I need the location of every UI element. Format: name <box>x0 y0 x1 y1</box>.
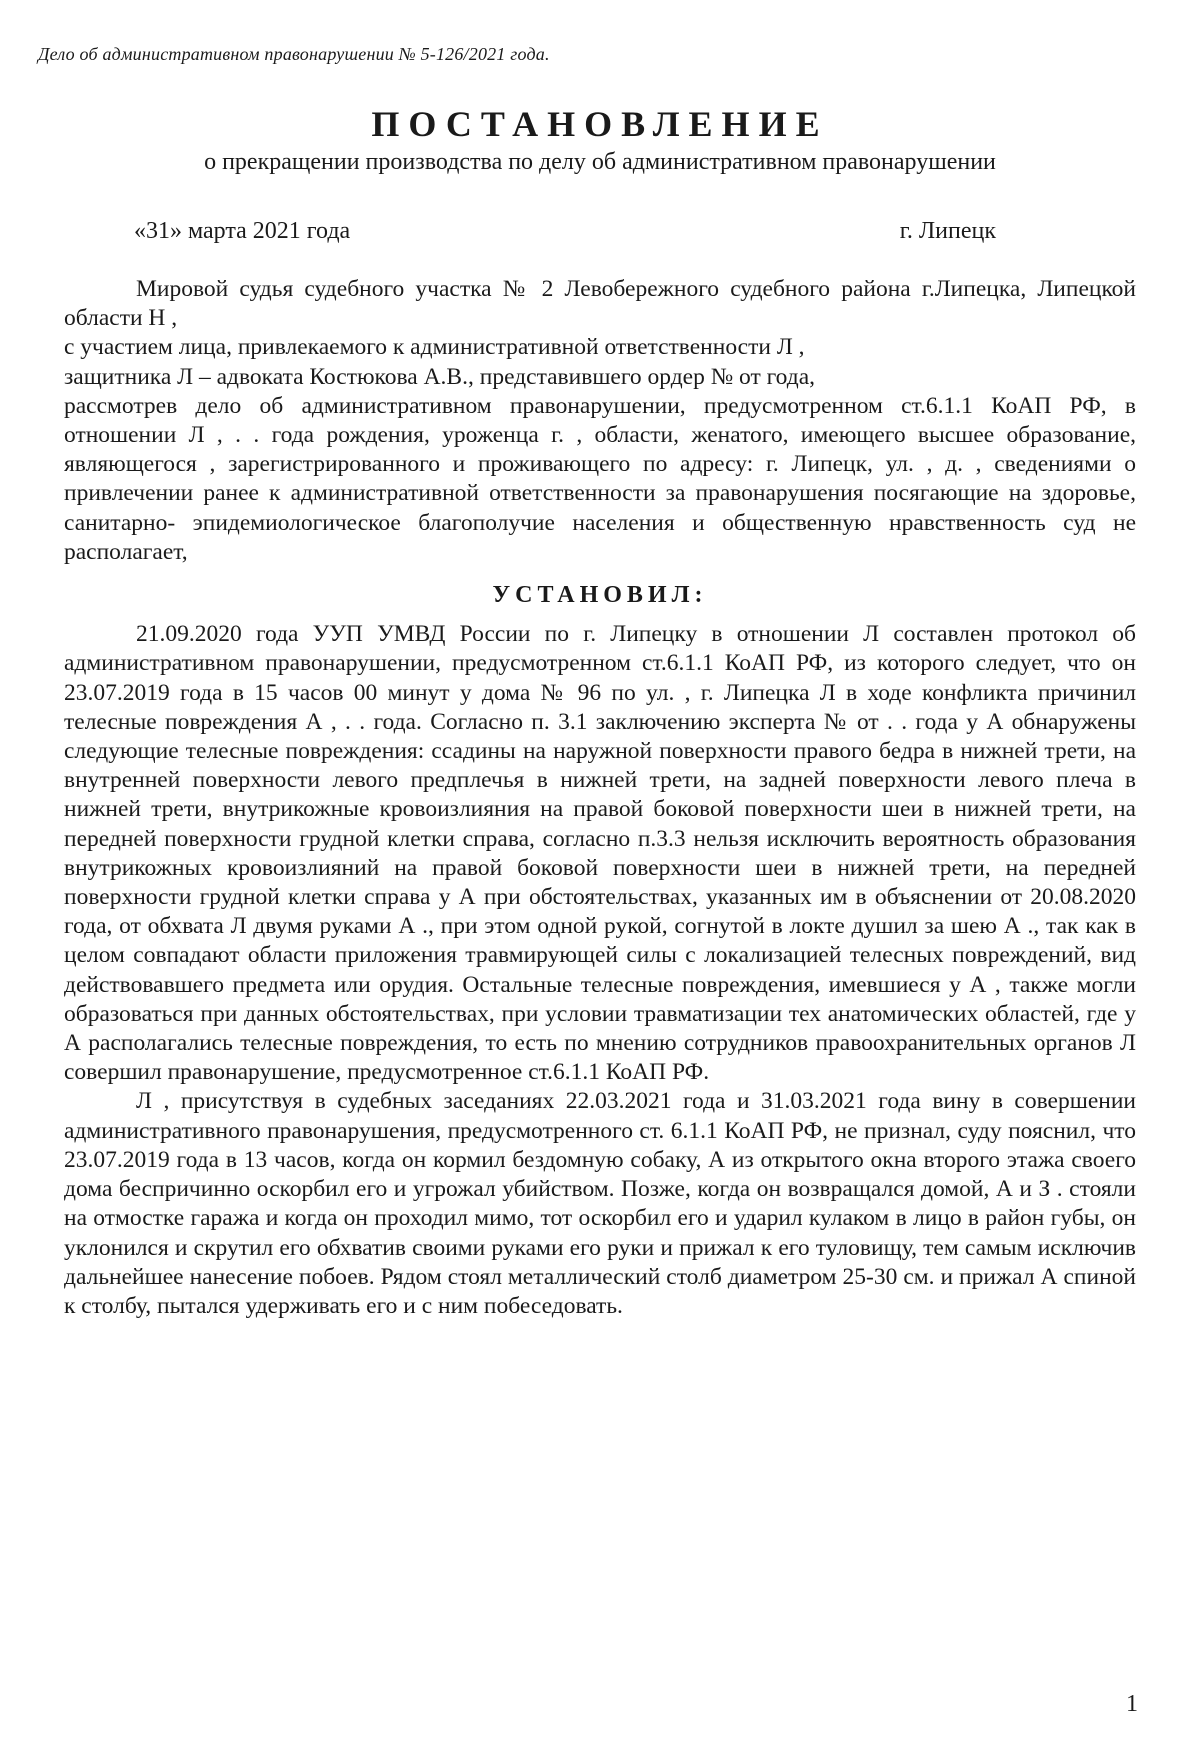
body-paragraph-protocol: 21.09.2020 года УУП УМВД России по г. Липецку в отношении Л составлен протокол об административном правонарушении, предусмотренном ст.6.1.1 КоАП РФ, из которого следует, что он 23.07.2019 года в 15 часов 00 минут у дома № 96 по ул. , г. Липецка Л в ходе конфликта причинил телесные повреждения А , . . года. Согласно п. 3.1 заключению эксперта № от . . года у А обнаружены следующие телесные повреждения: ссадины на наружной поверхности правого бедра в нижней трети, на внутренней поверхности левого предплечья в нижней трети, на задней поверхности левого плеча в нижней трети, внутрикожные кровоизлияния на правой боковой поверхности шеи в нижней трети, на передней поверхности грудной клетки справа, согласно п.3.3 нельзя исключить вероятность образования внутрикожных кровоизлияний на правой боковой поверхности шеи в нижней трети, на передней поверхности грудной клетки справа у А при обстоятельствах, указанных им в объяснении от 20.08.2020 года, от обхвата Л двумя руками А ., при этом одной рукой, согнутой в локте душил за шею А ., так как в целом совпадают области приложения травмирующей силы с локализацией телесных повреждений, вид действовавшего предмета или орудия. Остальные телесные повреждения, имевшиеся у А , также могли образоваться при данных обстоятельствах, при условии травматизации тех анатомических областей, где у А располагались телесные повреждения, то есть по мнению сотрудников правоохранительных органов Л совершил правонарушение, предусмотренное ст.6.1.1 КоАП РФ. <box>64 621 1136 1086</box>
case-number-header: Дело об административном правонарушении № 5-126/2021 года. <box>38 44 550 64</box>
document-body <box>64 275 1136 1321</box>
body-paragraph-explanation: Л , присутствуя в судебных заседаниях 22.03.2021 года и 31.03.2021 года вину в совершении административного правонарушения, предусмотренного ст. 6.1.1 КоАП РФ, не признал, суду пояснил, что 23.07.2019 года в 13 часов, когда он кормил бездомную собаку, А из открытого окна второго этажа своего дома беспричинно оскорбил его и угрожал убийством. Позже, когда он возвращался домой, А и З . стояли на отмостке гаража и когда он проходил мимо, тот оскорбил его и ударил кулаком в лицо в район губы, он уклонился и скрутил его обхватив своими руками его руки и прижал к его туловищу, тем самым исключив дальнейшее нанесение побоев. Рядом стоял металлический столб диаметром 25-30 см. и прижал А спиной к столбу, пытался удерживать его и с ним побеседовать. <box>64 1088 1136 1319</box>
intro-paragraph-defender: защитника Л – адвоката Костюкова А.В., представившего ордер № от года, <box>64 363 816 390</box>
section-heading-established: УСТАНОВИЛ: <box>492 582 708 609</box>
document-subtitle: о прекращении производства по делу об административном правонарушении <box>204 149 996 175</box>
intro-paragraph-case: рассмотрев дело об административном правонарушении, предусмотренном ст.6.1.1 КоАП РФ, в отношении Л , . . года рождения, уроженца г. , области, женатого, имеющего высшее образование, являющегося , зарегистрированного и проживающего по адресу: г. Липецк, ул. , д. , сведениями о привлечении ранее к административной ответственности за правонарушения посягающие на здоровье, санитарно- эпидемиологическое благополучие населения и общественную нравственность суд не располагает, <box>64 392 1136 565</box>
document-title: ПОСТАНОВЛЕНИЕ <box>371 104 829 144</box>
date-place-row <box>134 218 996 245</box>
intro-paragraph-participant: с участием лица, привлекаемого к административной ответственности Л , <box>64 334 805 361</box>
page-number: 1 <box>1126 1691 1138 1717</box>
intro-paragraph-judge: Мировой судья судебного участка № 2 Левобережного судебного района г.Липецка, Липецкой области Н , <box>64 276 1136 332</box>
document-city: г. Липецк <box>899 218 996 244</box>
document-date: «31» марта 2021 года <box>134 218 351 244</box>
